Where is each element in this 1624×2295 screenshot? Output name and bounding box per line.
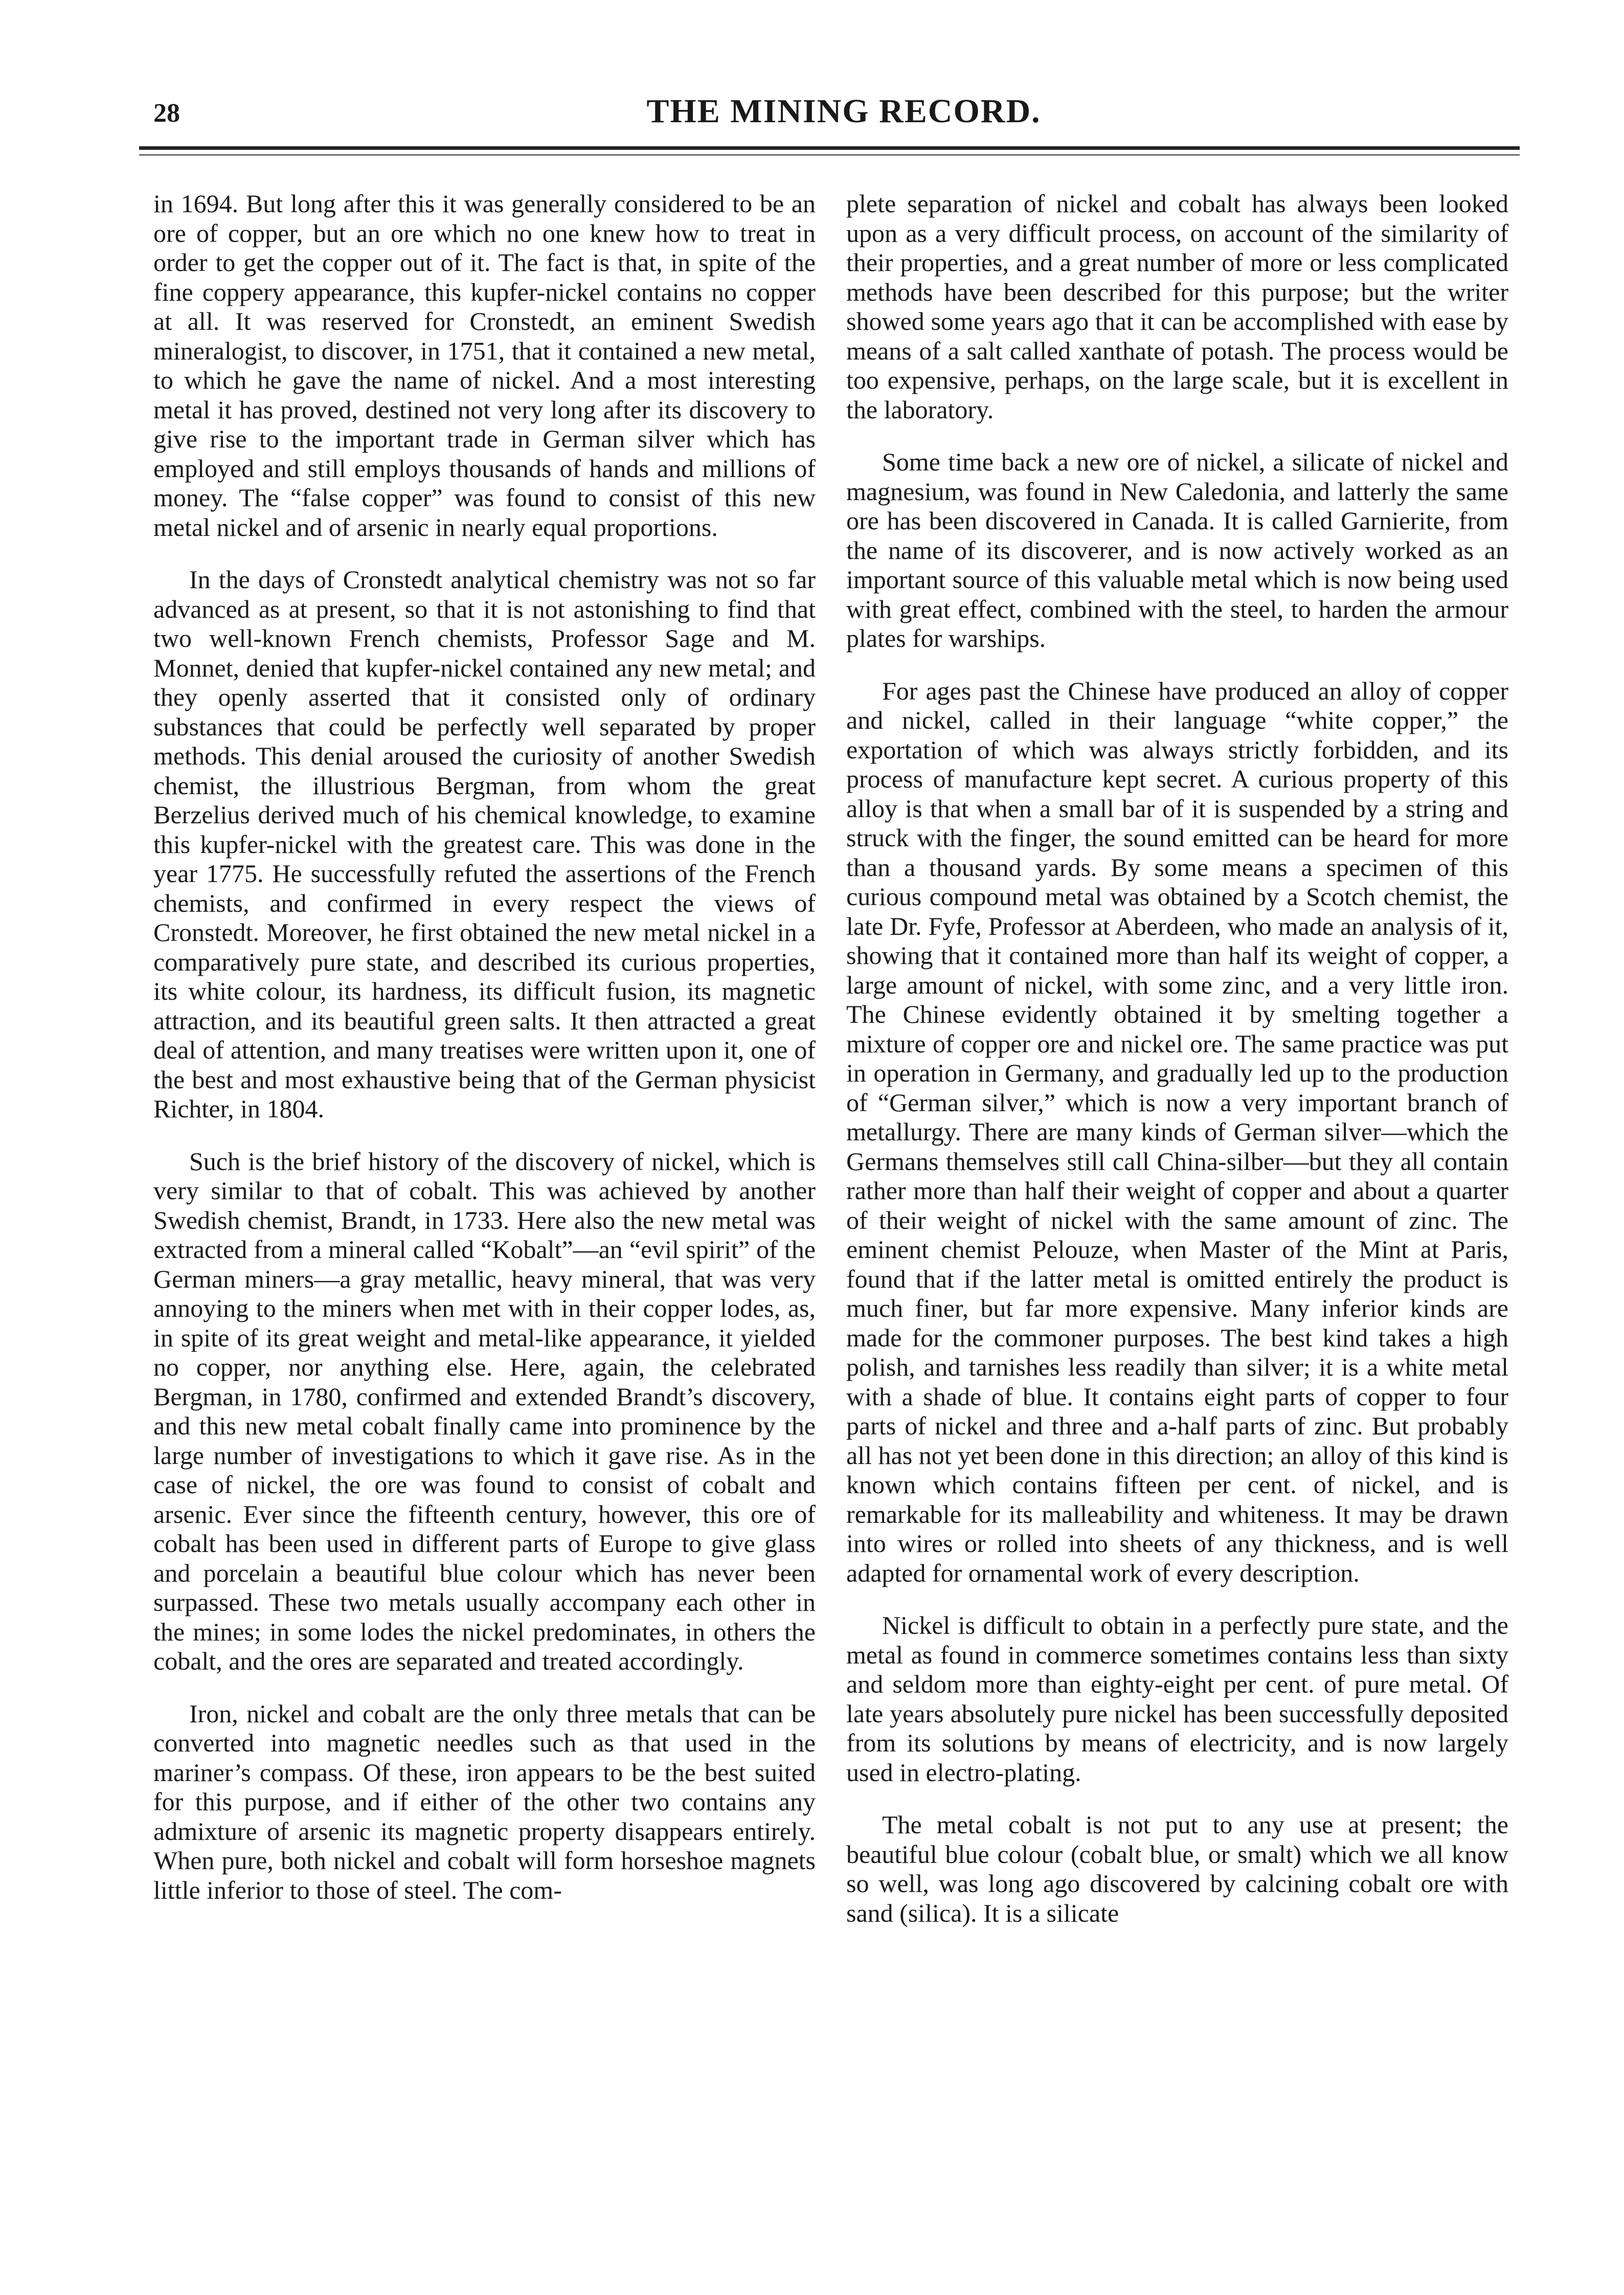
paragraph: Nickel is difficult to obtain in a perfectly pure state, and the metal as found in commerce sometimes contains less than sixty and seldom more than eighty-eight per cent. of pure metal. Of late years absolutely pure nickel has been successfully deposited from its solutions by means of electricity, and is now largely used in electro-plating.	[846, 1611, 1508, 1787]
paragraph: Some time back a new ore of nickel, a silicate of nickel and magnesium, was found in New Caledonia, and latterly the same ore has been discovered in Canada. It is called Garnierite, from the name of its discoverer, and is now actively worked as an important source of this valuable metal which is now being used with great effect, combined with the steel, to harden the armour plates for warships.	[846, 447, 1508, 652]
header-rule-thick	[139, 146, 1520, 150]
left-column	[153, 189, 816, 1928]
header-rule-thin	[139, 154, 1520, 155]
paragraph: The metal cobalt is not put to any use at present; the beautiful blue colour (cobalt blue, or smalt) which we all know so well, was long ago discovered by calcining cobalt ore with sand (silica). It is a silicate	[846, 1810, 1508, 1927]
right-column	[846, 189, 1508, 1951]
paragraph: Iron, nickel and cobalt are the only three metals that can be converted into magnetic needles such as that used in the mariner’s compass. Of these, iron appears to be the best suited for this purpose, and if either of the other two contains any admixture of arsenic its magnetic property disappears entirely. When pure, both nickel and cobalt will form horseshoe magnets little inferior to those of steel. The com-	[153, 1699, 816, 1904]
paragraph: For ages past the Chinese have produced an alloy of copper and nickel, called in their language “white copper,” the exportation of which was always strictly forbidden, and its process of manufacture kept secret. A curious property of this alloy is that when a small bar of it is suspended by a string and struck with the finger, the sound emitted can be heard for more than a thousand yards. By some means a specimen of this curious compound metal was obtained by a Scotch chemist, the late Dr. Fyfe, Professor at Aberdeen, who made an analysis of it, showing that it contained more than half its weight of copper, a large amount of nickel, with some zinc, and a very little iron. The Chinese evidently obtained it by smelting together a mixture of copper ore and nickel ore. The same practice was put in operation in Germany, and gradually led up to the production of “German silver,” which is now a very important branch of metallurgy. There are many kinds of German silver—which the Germans themselves still call China-silber—but they all contain rather more than half their weight of copper and about a quarter of their weight of nickel with the same amount of zinc. The eminent chemist Pelouze, when Master of the Mint at Paris, found that if the latter metal is omitted entirely the product is much finer, but far more expensive. Many inferior kinds are made for the commoner purposes. The best kind takes a high polish, and tarnishes less readily than silver; it is a white metal with a shade of blue. It contains eight parts of copper to four parts of nickel and three and a-half parts of zinc. But probably all has not yet been done in this direction; an alloy of this kind is known which contains fifteen per cent. of nickel, and is remarkable for its malleability and whiteness. It may be drawn into wires or rolled into sheets of any thickness, and is well adapted for ornamental work of every description.	[846, 676, 1508, 1587]
page-number: 28	[153, 99, 180, 128]
paragraph: Such is the brief history of the discovery of nickel, which is very similar to that of cobalt. This was achieved by another Swedish chemist, Brandt, in 1733. Here also the new metal was extracted from a mineral called “Kobalt”—an “evil spirit” of the German miners—a gray metallic, heavy mineral, that was very annoying to the miners when met with in their copper lodes, as, in spite of its great weight and metal-like appearance, it yielded no copper, nor anything else. Here, again, the celebrated Bergman, in 1780, confirmed and extended Brandt’s discovery, and this new metal cobalt finally came into prominence by the large number of investigations to which it gave rise. As in the case of nickel, the ore was found to consist of cobalt and arsenic. Ever since the fifteenth century, however, this ore of cobalt has been used in different parts of Europe to give glass and porcelain a beautiful blue colour which has never been surpassed. These two metals usually accompany each other in the mines; in some lodes the nickel predominates, in others the cobalt, and the ores are separated and treated accordingly.	[153, 1146, 816, 1675]
paragraph: plete separation of nickel and cobalt has always been looked upon as a very difficult process, on account of the similarity of their properties, and a great number of more or less complicated methods have been described for this purpose; but the writer showed some years ago that it can be accomplished with ease by means of a salt called xanthate of potash. The process would be too expensive, perhaps, on the large scale, but it is excellent in the laboratory.	[846, 189, 1508, 424]
paragraph: In the days of Cronstedt analytical chemistry was not so far advanced as at present, so that it is not astonishing to find that two well-known French chemists, Professor Sage and M. Monnet, denied that kupfer-nickel contained any new metal; and they openly asserted that it consisted only of ordinary substances that could be perfectly well separated by proper methods. This denial aroused the curiosity of another Swedish chemist, the illustrious Bergman, from whom the great Berzelius derived much of his chemical knowledge, to examine this kupfer-nickel with the greatest care. This was done in the year 1775. He successfully refuted the assertions of the French chemists, and confirmed in every respect the views of Cronstedt. Moreover, he first obtained the new metal nickel in a comparatively pure state, and described its curious properties, its white colour, its hardness, its difficult fusion, its magnetic attraction, and its beautiful green salts. It then attracted a great deal of attention, and many treatises were written upon it, one of the best and most exhaustive being that of the German physicist Richter, in 1804.	[153, 565, 816, 1123]
paragraph: in 1694. But long after this it was generally considered to be an ore of copper, but an ore which no one knew how to treat in order to get the copper out of it. The fact is that, in spite of the fine coppery appearance, this kupfer-nickel contains no copper at all. It was reserved for Cronstedt, an eminent Swedish mineralogist, to discover, in 1751, that it contained a new metal, to which he gave the name of nickel. And a most interesting metal it has proved, destined not very long after its discovery to give rise to the important trade in German silver which has employed and still employs thousands of hands and millions of money. The “false copper” was found to consist of this new metal nickel and of arsenic in nearly equal proportions.	[153, 189, 816, 542]
running-title: THE MINING RECORD.	[646, 93, 1041, 130]
page-header	[153, 92, 1534, 138]
